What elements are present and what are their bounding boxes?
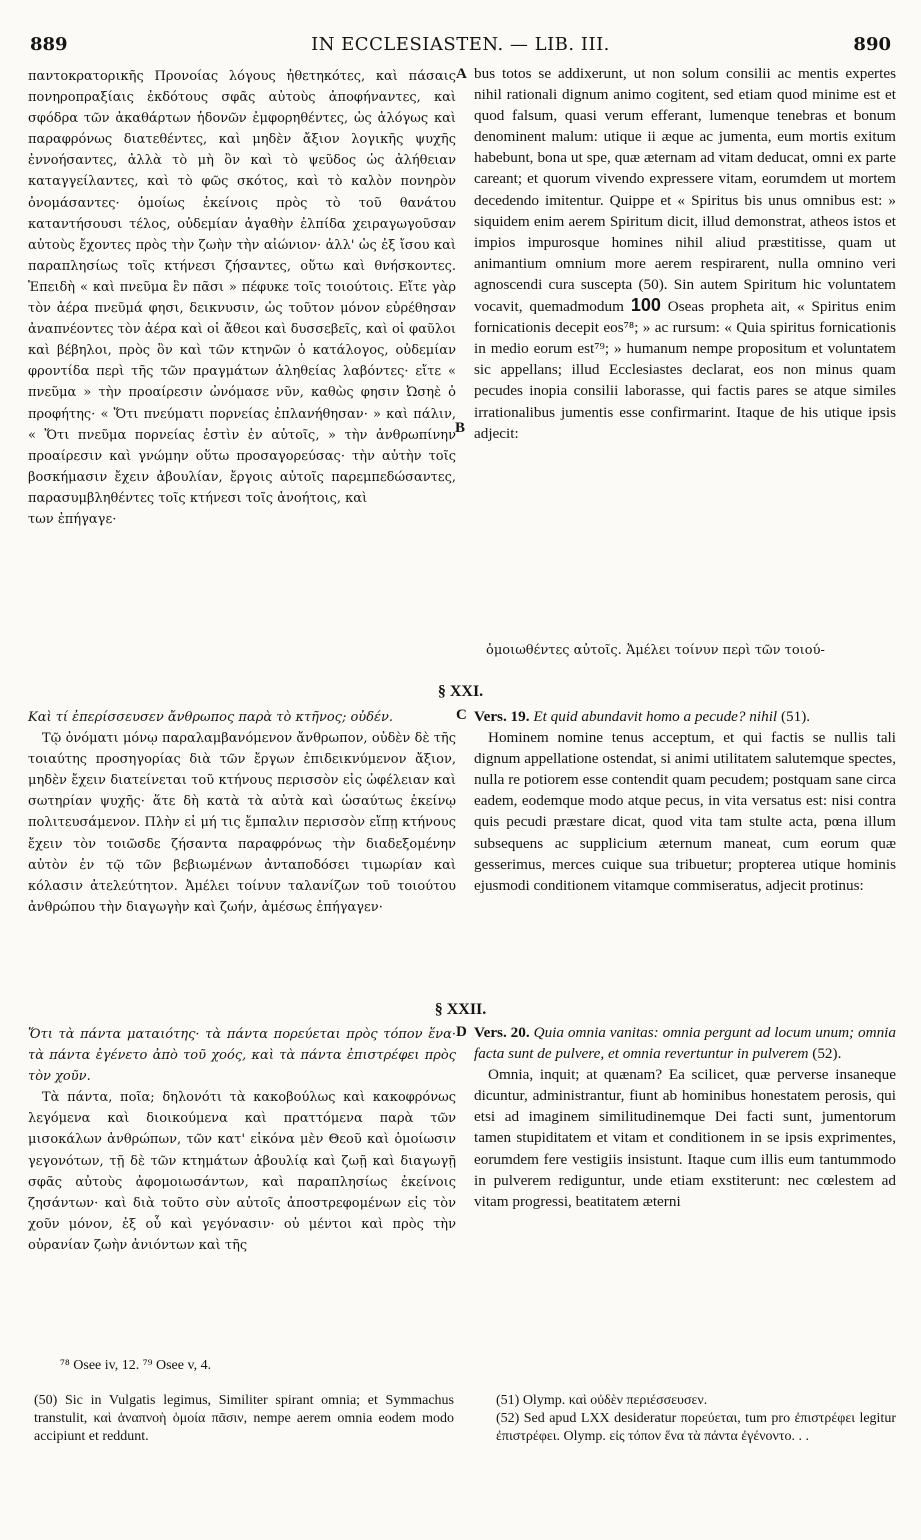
comment-19-greek: Τῷ ὀνόματι μόνῳ παραλαμβανόμενον ἄνθρωπον, οὐδὲν δὲ τῆς τοιαύτης προσηγορίας διὰ τῶν ἔργων ἐπιδεικνύμενον ἄξιον, μηδὲν ἔχειν διατείνεται τοῦ κτήνους περισσὸν εἰς ὠφέλειαν καὶ σωτηρίαν ψυχῆς· ἅτε δὴ κατὰ τὰ αὐτὰ καὶ ὡσαύτως ἐκείνῳ πολιτευσάμενον. Πλὴν εἰ μή τις ἔμπαλιν περισσὸν εἴπῃ κτήνους ἔχειν τὸν τοιῶσδε ζήσαντα παραφρόνως τὴν διαδεξομένην αὐτὸν ἐν τῷ τῶν βεβιωμένων ἀνταποδόσει τιμωρίαν καὶ κόλασιν ἀτελεύτητον. Ἀμέλει τοίνυν ταλανίζων τοῦ τοιούτου ἀνθρώπου τὴν διαγωγὴν καὶ ζωήν, ἀμέσως ἐπήγαγεν· [28,731,456,915]
running-header [30,34,891,58]
latin-text-continued: Oseas propheta ait, « Spiritus enim fornicationis decepit eos⁷⁸; » ac rursum: « Quia spiritus fornicationis in medio eorum est⁷⁹; » humanum nempe propositum et voluntatem sic appellans; illud Ecclesiastes declarat, eos non minus quam pecudes inopia consilii laborasse, qui factis pares se atque similes irrationalibus jumentis esse confirmarint. Itaque de his utique ipsis adjecit: [474,298,897,442]
greek-column-22 [28,1024,456,1256]
verse-19-text: Et quid abundavit homo a pecude? nihil [533,708,778,725]
verse-19-latin [474,706,896,727]
verse-20-latin [474,1022,896,1064]
greek-bridge-line: ὁμοιωθέντες αὐτοῖς. Ἀμέλει τοίνυν περὶ τῶν τοιού- [486,643,825,658]
latin-column-22 [474,1022,896,1212]
latin-column-top [474,63,896,444]
margin-marker-c: C [456,707,467,723]
greek-column-top [28,66,456,530]
verse-19-greek: Καὶ τί ἐπερίσσευσεν ἄνθρωπος παρὰ τὸ κτῆνος; οὐδέν. [28,710,394,725]
verse-20-note: (52). [812,1045,842,1063]
right-page-number: 890 [853,34,891,55]
column-marker-100: 100 [630,295,661,316]
latin-column-21 [474,706,896,896]
verse-20-label: Vers. 20. [474,1024,530,1041]
greek-paragraph-end: των ἐπήγαγε· [28,511,117,527]
margin-marker-b: B [455,420,466,436]
verse-20-text: Quia omnia vanitas: omnia pergunt ad locum unum; omnia facta sunt de pulvere, et omnia revertuntur in pulverem [474,1024,896,1063]
verse-20-greek: Ὅτι τὰ πάντα ματαιότης· τὰ πάντα πορεύεται πρὸς τόπον ἕνα· τὰ πάντα ἐγένετο ἀπὸ τοῦ χοός, καὶ τὰ πάντα ἐπιστρέφει πρὸς τὸν χοῦν. [28,1027,456,1085]
footnote-50: (50) Sic in Vulgatis legimus, Similiter spirant omnia; et Symmachus transtulit, καὶ ἀναπνοὴ ὁμοία πᾶσιν, nempe aerem omnia eodem modo accipiunt et reddunt. [34,1393,454,1444]
verse-19-note: (51). [780,708,811,725]
comment-19-latin: Hominem nomine tenus acceptum, et qui factis se nullis tali dignum appellatione ostendat, si animi utilitatem salutemque spectes, nulla re potiorem esse contendit quam pecudem; postquam sane circa eadem, eodemque modo atque pecus, in vita versatus est: nisi contra quis pecudi præstare dicat, quod vita tam stulte acta, pœna illum subsequens ac supplicium æternum maneat, cum eorum quæ gesserimus, merces cuique sua tribuetur; propterea utique hominis ejusmodi conditionem vitamque commiseratus, adjecit protinus: [474,729,896,894]
greek-column-21 [28,707,456,918]
greek-paragraph: παντοκρατορικῆς Προνοίας λόγους ἠθετηκότες, καὶ πάσαις πονηροπραξίαις ἐκδότους σφᾶς αὐτοὺς ἀποφήναντες, καὶ σφόδρα τῶν ἀκαθάρτων ἡδονῶν ἐμφορηθέντες, ὡς ἀλόγως καὶ παραφρόνως διατεθέντες, καὶ μηδὲν ἄξιον λογικῆς ψυχῆς ἐννοήσαντες, ἀλλὰ τὸ μὴ ὂν καὶ τὸ ψεῦδος ὡς ἀλήθειαν καταγγείλαντες, καὶ τὸ φῶς σκότος, καὶ τὸ καλὸν πονηρὸν ὀνομάσαντες· ὁμοίως ἐκείνοις πρὸς τὸ τοῦ θανάτου καταντήσουσι τέλος, οὐδεμίαν ἀγαθὴν ἐλπίδα χειραγωγοῦσαν αὐτοὺς ἔχοντες πρὸς τὴν ζωὴν τὴν αἰώνιον· ἀλλ' ὡς ἐξ ἴσου καὶ παραπλησίως τοῖς κτήνεσι ζήσαντες, οὕτω καὶ θνήσκοντες. Ἐπειδὴ « καὶ πνεῦμα ἓν πᾶσι » πέφυκε τοῖς τοιούτοις. Εἴτε γὰρ τὸν ἀέρα πνεῦμά φησι, δεικνυσιν, ὡς τοῦτον μόνον εὑρέθησαν ἀναπνέοντες τὸν ἀέρα καὶ οἱ ἄθεοι καὶ δυσσεβεῖς, καὶ οἱ φαῦλοι καὶ βέβηλοι, πρὸς ὃν καὶ τῶν κτηνῶν ὁ κατάλογος, οὐδεμίαν φροντίδα περὶ τῆς τῶν πραγμάτων ἀληθείας λαβόντες· εἴτε « πνεῦμα » τὴν προαίρεσιν ὠνόμασε νῦν, καθὼς φησιν Ὠσηὲ ὁ προφήτης· « Ὅτι πνεύματι πορνείας ἐπλανήθησαν· » καὶ πάλιν, « Ὅτι πνεῦμα πορνείας ἐστὶν ἐν αὐτοῖς, » τὴν ἀνθρωπίνην προαίρεσιν καὶ γνώμην οὕτω προσαγορεύσας· τὴν αὐτὴν τοῖς βοσκήμασιν ἔχειν ἀβουλίαν, ἔργοις αὐτοῖς παρεμπεδώσαντες, παρασυμβληθέντες τοῖς κτήνεσι τοῖς ἀνοήτοις, καὶ [28,69,456,506]
comment-20-latin: Omnia, inquit; at quænam? Ea scilicet, quæ perverse insaneque dicuntur, administrantur, fiunt ab hominibus honestatem perosis, qui etsi ad imaginem similitudinemque Dei facti sunt, jumentorum tamen stupiditatem et vitam et conditionem in se ipsis exprimentes, eorumdem fere vestigiis insistunt. Itaque cum illis eum tantummodo in pulverem rediguntur, unde etiam exstiterunt: nec cœlestem ad vitam progressi, beatitatem æterni [474,1066,896,1210]
left-page-number: 889 [30,34,68,55]
latin-paragraph [474,63,896,444]
footnote-52: (52) Sed apud LXX desideratur πορεύεται, tum pro ἐπιστρέφει legitur ἐπιστρέφει. Olymp. εἰς τόπον ἕνα τὰ πάντα ἐγένοντο. . . [496,1411,896,1444]
margin-marker-a: A [456,66,467,82]
verse-19-label: Vers. 19. [474,708,530,725]
margin-marker-d: D [456,1024,467,1040]
footnote-51: (51) Olymp. καὶ οὐδὲν περιέσσευσεν. [496,1393,708,1408]
footnote-scripture-refs: ⁷⁸ Osee iv, 12. ⁷⁹ Osee v, 4. [60,1358,212,1373]
running-title: IN ECCLESIASTEN. — LIB. III. [311,34,610,55]
latin-text: bus totos se addixerunt, ut non solum consilii ac mentis expertes nihil rationali dignum animo cogitent, sed etiam quod minime est et quod falsum, quasi verum efferant, lumenque tenebras et bonum denominent malum: utique ii æque ac jumenta, eum mortis exitum habebunt, bona ut spe, quæ æternam ad vitam deducat, omni ex parte careant; et quorum vivendo expressere vitam, eorumdem ut mortem decedendo imitentur. Quippe et « Spiritus bis unus omnibus est: » siquidem enim aerem Spiritum dicit, illud demonstrat, atheos istos et impios impurosque homines nihil aliud præstitisse, quam ut animantium omnium more aerem respirarent, nulla omnino veri agnoscendi cura suscepta (50). Sin autem Spiritum hic voluntatem vocavit, quemadmodum [474,65,896,316]
section-heading-21: § XXI. [437,683,484,700]
section-heading-22: § XXII. [434,1001,487,1018]
comment-20-greek: Τὰ πάντα, ποῖα; δηλονότι τὰ κακοβούλως καὶ κακοφρόνως λεγόμενα καὶ διοικούμενα καὶ πραττόμενα παρὰ τῶν μισοκάλων ἀνθρώπων, τῶν κατ' εἰκόνα μὲν Θεοῦ καὶ ὁμοίωσιν γεγονότων, τῇ δὲ τῶν κτημάτων ἀβουλίᾳ καὶ ζωῇ καὶ διαγωγῇ σφᾶς αὐτοὺς ἀφομοιωσάντων, καὶ παραπλησίως ἐκείνοις ζησάντων· καὶ διὰ τοῦτο σὺν αὐτοῖς ἀποστρεφομένων εἰς τὸν χοῦν μόνον, ἐξ οὗ καὶ γεγόνασιν· οὐ μέντοι καὶ πρὸς τὴν οὐρανίαν ζωὴν ἀνιόντων καὶ τῆς [28,1090,456,1253]
